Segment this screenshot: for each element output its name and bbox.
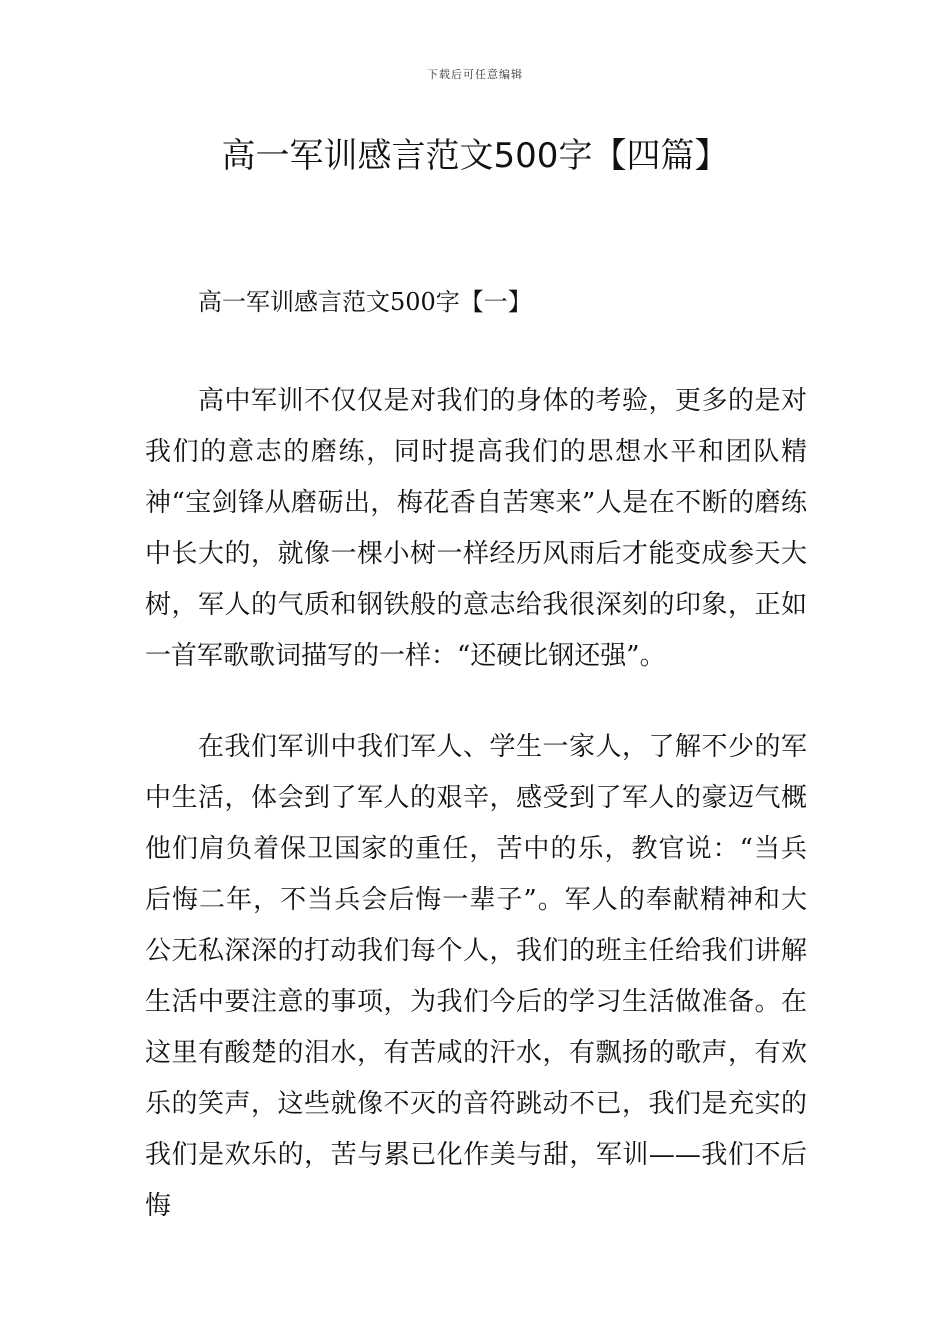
header-note: 下载后可任意编辑 (427, 68, 523, 81)
paragraph-1: 高中军训不仅仅是对我们的身体的考验，更多的是对我们的意志的磨练，同时提高我们的思想水平和团队精神“宝剑锋从磨砺出，梅花香自苦寒来”人是在不断的磨练中长大的，就像一棵小树一样经历风雨后才能变成参天大树，军人的气质和钢铁般的意志给我很深刻的印象，正如一首军歌歌词描写的一样：“还硬比钢还强”。 (145, 386, 807, 671)
paragraph-2: 在我们军训中我们军人、学生一家人，了解不少的军中生活，体会到了军人的艰辛，感受到了军人的豪迈气概他们肩负着保卫国家的重任，苦中的乐，教官说：“当兵后悔二年，不当兵会后悔一辈子”。军人的奉献精神和大公无私深深的打动我们每个人，我们的班主任给我们讲解生活中要注意的事项，为我们今后的学习生活做准备。在这里有酸楚的泪水，有苦咸的汗水，有飘扬的歌声，有欢乐的笑声，这些就像不灭的音符跳动不已，我们是充实的我们是欢乐的，苦与累已化作美与甜，军训——我们不后悔 (145, 732, 807, 1221)
document-title: 高一军训感言范文500字【四篇】 (221, 136, 729, 176)
section-heading: 高一军训感言范文500字【一】 (198, 288, 532, 316)
